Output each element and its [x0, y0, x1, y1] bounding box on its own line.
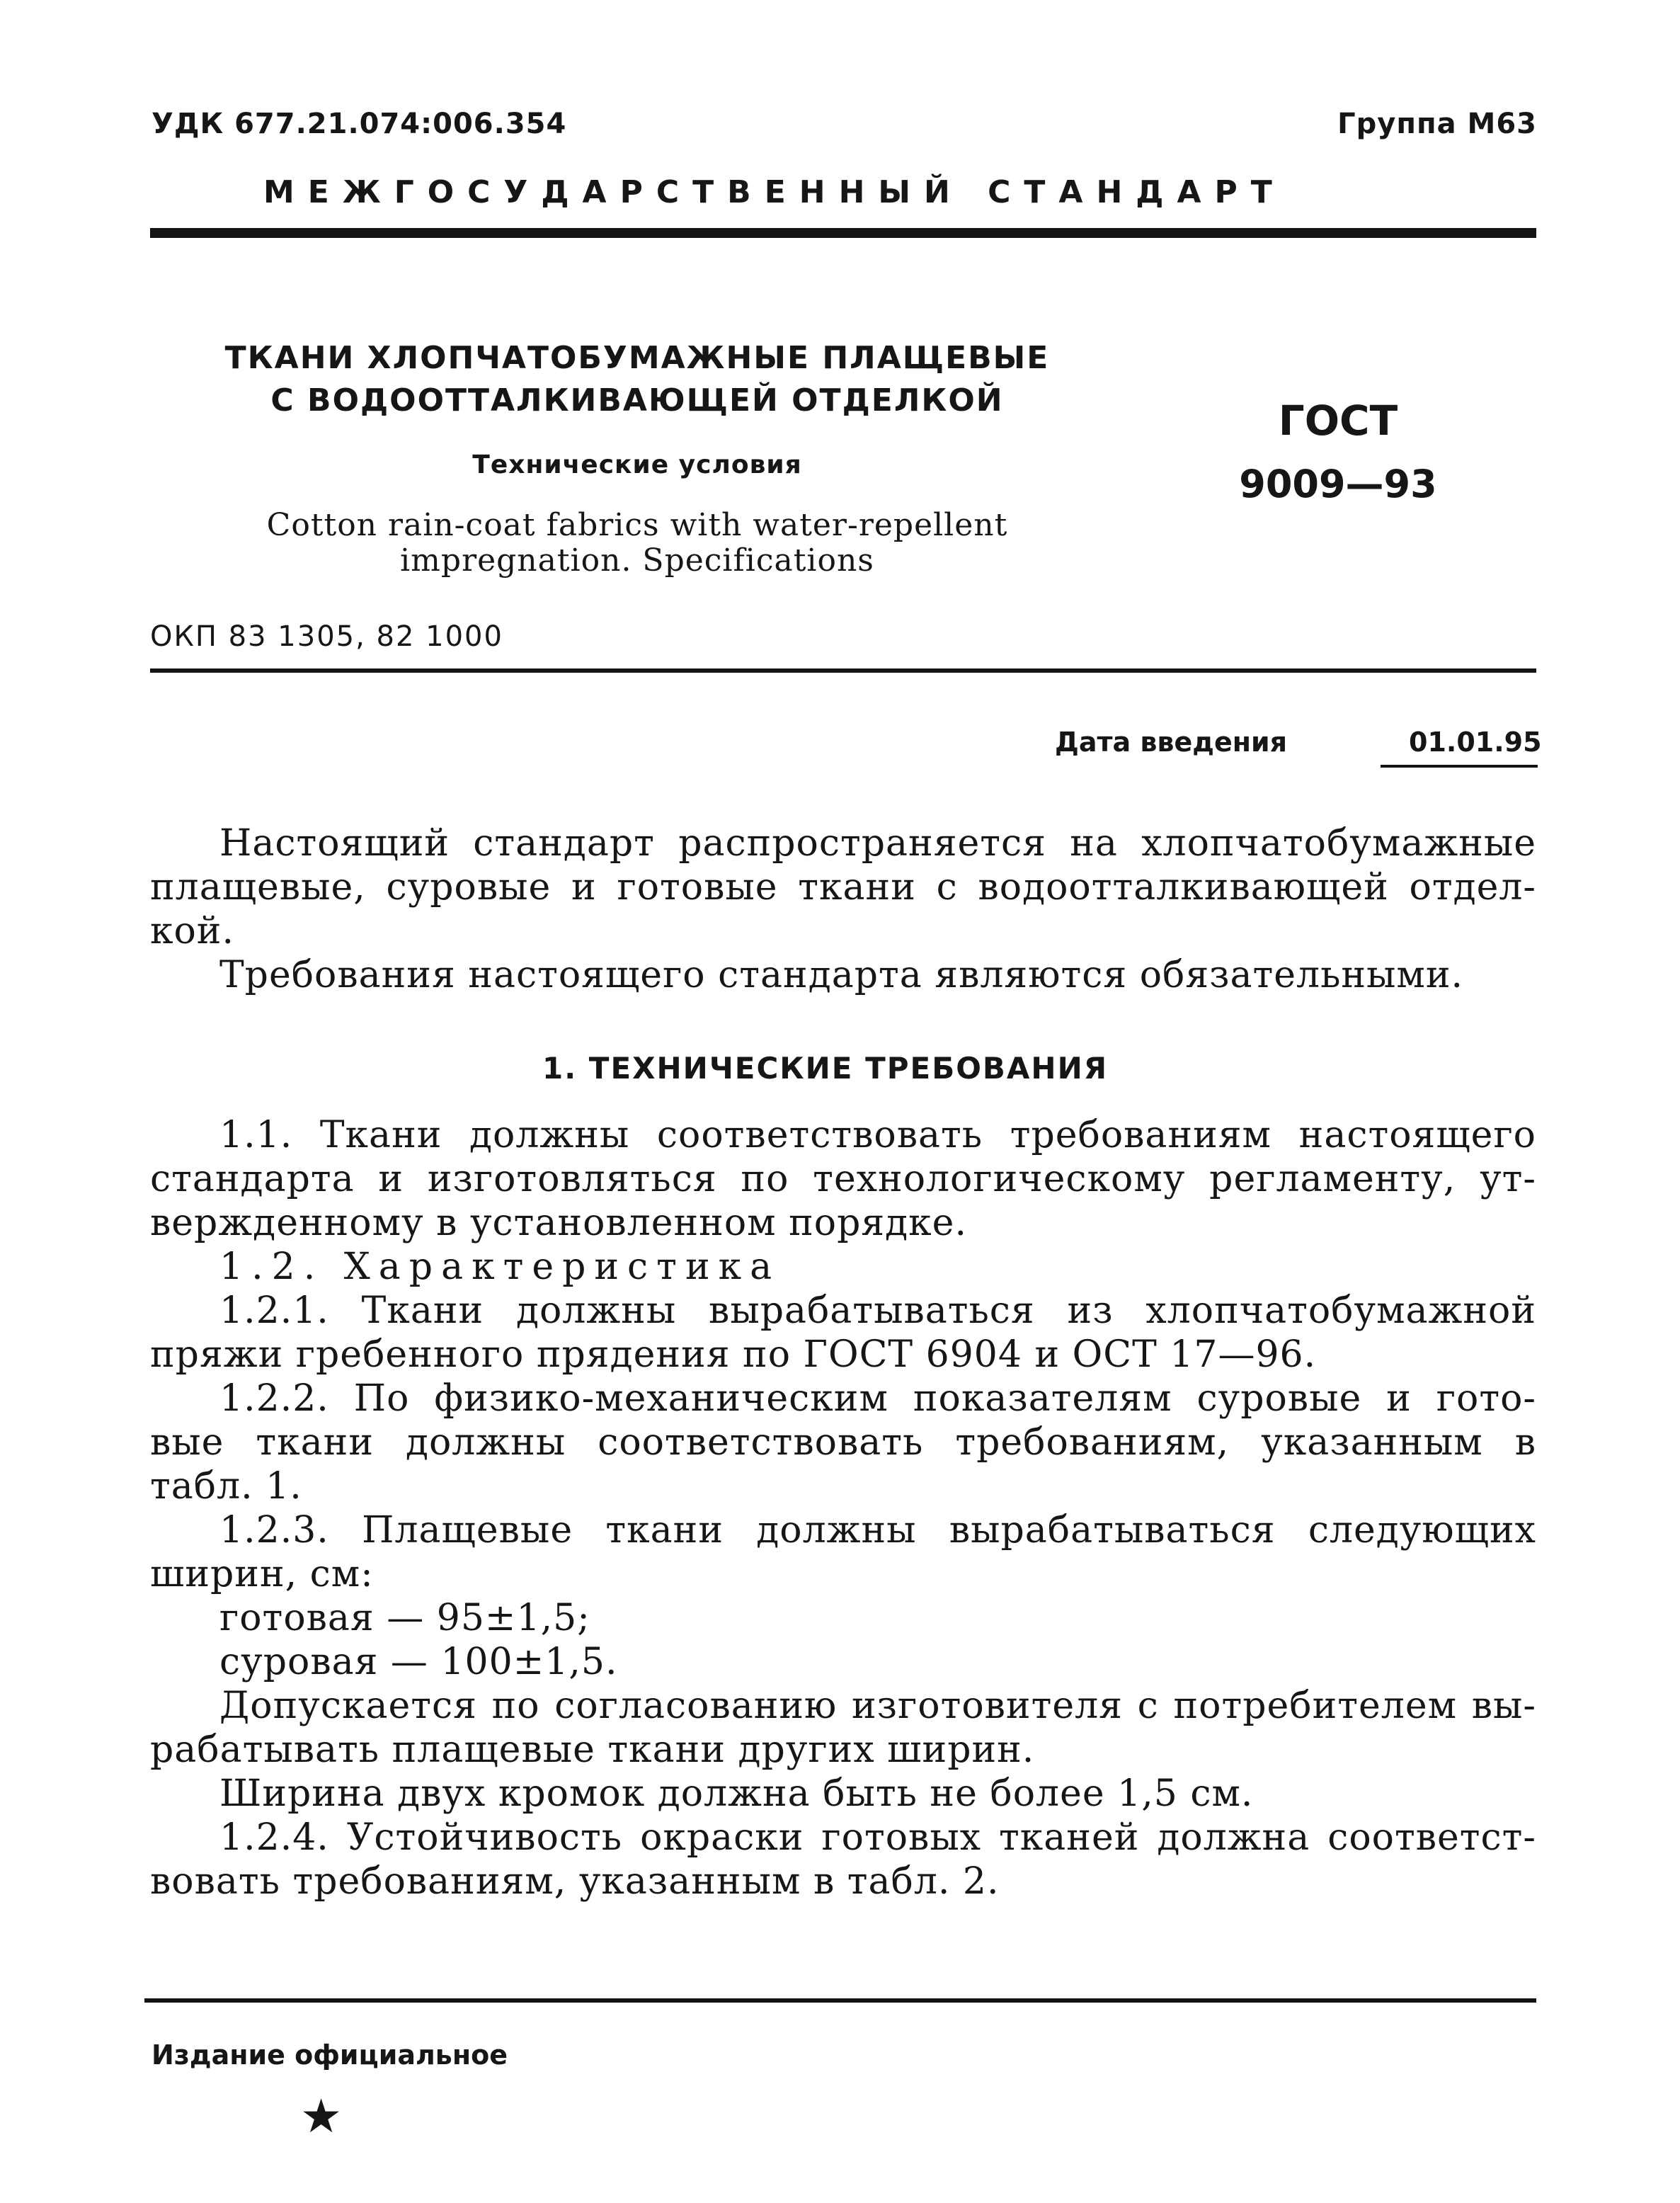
title-line-2: С ВОДООТТАЛКИВАЮЩЕЙ ОТДЕЛКОЙ [270, 382, 1004, 419]
okp-code: ОКП 83 1305, 82 1000 [150, 620, 503, 653]
width-raw: суровая — 100±1,5. [219, 1641, 618, 1683]
title-rule [150, 668, 1536, 673]
header-rule [150, 228, 1536, 238]
width-finished: готовая — 95±1,5; [219, 1597, 590, 1639]
p-allowed-line-1: Допускается по согласованию изготовителя с потребителем вы- [219, 1685, 1536, 1727]
p-1-2-4-line-1: 1.2.4. Устойчивость окраски готовых тканей должна соответст- [219, 1816, 1536, 1859]
date-underline [1381, 765, 1538, 768]
p-1-2: 1.2. Характеристика [219, 1246, 781, 1288]
intro-p1-line-2: плащевые, суровые и готовые ткани с водоотталкивающей отдел- [150, 866, 1536, 909]
p-1-2-1-line-1: 1.2.1. Ткани должны вырабатываться из хлопчатобумажной [219, 1290, 1536, 1332]
p-1-2-3-line-1: 1.2.3. Плащевые ткани должны вырабатываться следующих [219, 1509, 1536, 1552]
intro-p2: Требования настоящего стандарта являются обязательными. [219, 954, 1464, 996]
english-title-line-1: Cotton rain-coat fabrics with water-repellent [266, 507, 1008, 543]
standard-type: МЕЖГОСУДАРСТВЕННЫЙ СТАНДАРТ [263, 174, 1286, 210]
footer-rule [144, 1998, 1536, 2003]
section-heading: 1. ТЕХНИЧЕСКИЕ ТРЕБОВАНИЯ [542, 1051, 1109, 1086]
p-allowed-line-2: рабатывать плащевые ткани других ширин. [150, 1729, 1035, 1771]
p-edges: Ширина двух кромок должна быть не более 1,5 см. [219, 1772, 1254, 1815]
official-edition-label: Издание официальное [152, 2039, 508, 2071]
intro-p1-line-3: кой. [150, 910, 234, 952]
subtitle: Технические условия [472, 450, 802, 479]
p-1-2-4-line-2: вовать требованиям, указанным в табл. 2. [150, 1860, 1000, 1903]
p-1-2-2-line-1: 1.2.2. По физико-механическим показателям суровые и гото- [219, 1377, 1536, 1420]
udk-code: УДК 677.21.074:006.354 [152, 108, 567, 140]
p-1-2-2-line-2: вые ткани должны соответствовать требованиям, указанным в [150, 1421, 1536, 1464]
p-1-2-2-line-3: табл. 1. [150, 1465, 302, 1508]
gost-number: 9009—93 [1239, 462, 1437, 506]
p-1-2-3-line-2: ширин, см: [150, 1553, 374, 1595]
p-1-2-1-line-2: пряжи гребенного прядения по ГОСТ 6904 и ОСТ 17—96. [150, 1333, 1317, 1376]
title-line-1: ТКАНИ ХЛОПЧАТОБУМАЖНЫЕ ПЛАЩЕВЫЕ [224, 340, 1050, 376]
p-1-1-line-1: 1.1. Ткани должны соответствовать требованиям настоящего [219, 1114, 1536, 1156]
star-icon: ★ [300, 2089, 343, 2144]
gost-label: ГОСТ [1278, 397, 1398, 445]
p-1-1-line-3: вержденному в установленном порядке. [150, 1202, 967, 1244]
date-value: 01.01.95 [1409, 727, 1542, 758]
english-title-line-2: impregnation. Specifications [400, 542, 874, 579]
date-label: Дата введения [1055, 727, 1287, 758]
p-1-1-line-2: стандарта и изготовляться по технологическому регламенту, ут- [150, 1158, 1536, 1200]
group-code: Группа М63 [1337, 108, 1537, 140]
intro-p1-line-1: Настоящий стандарт распространяется на хлопчатобумажные [219, 822, 1536, 865]
